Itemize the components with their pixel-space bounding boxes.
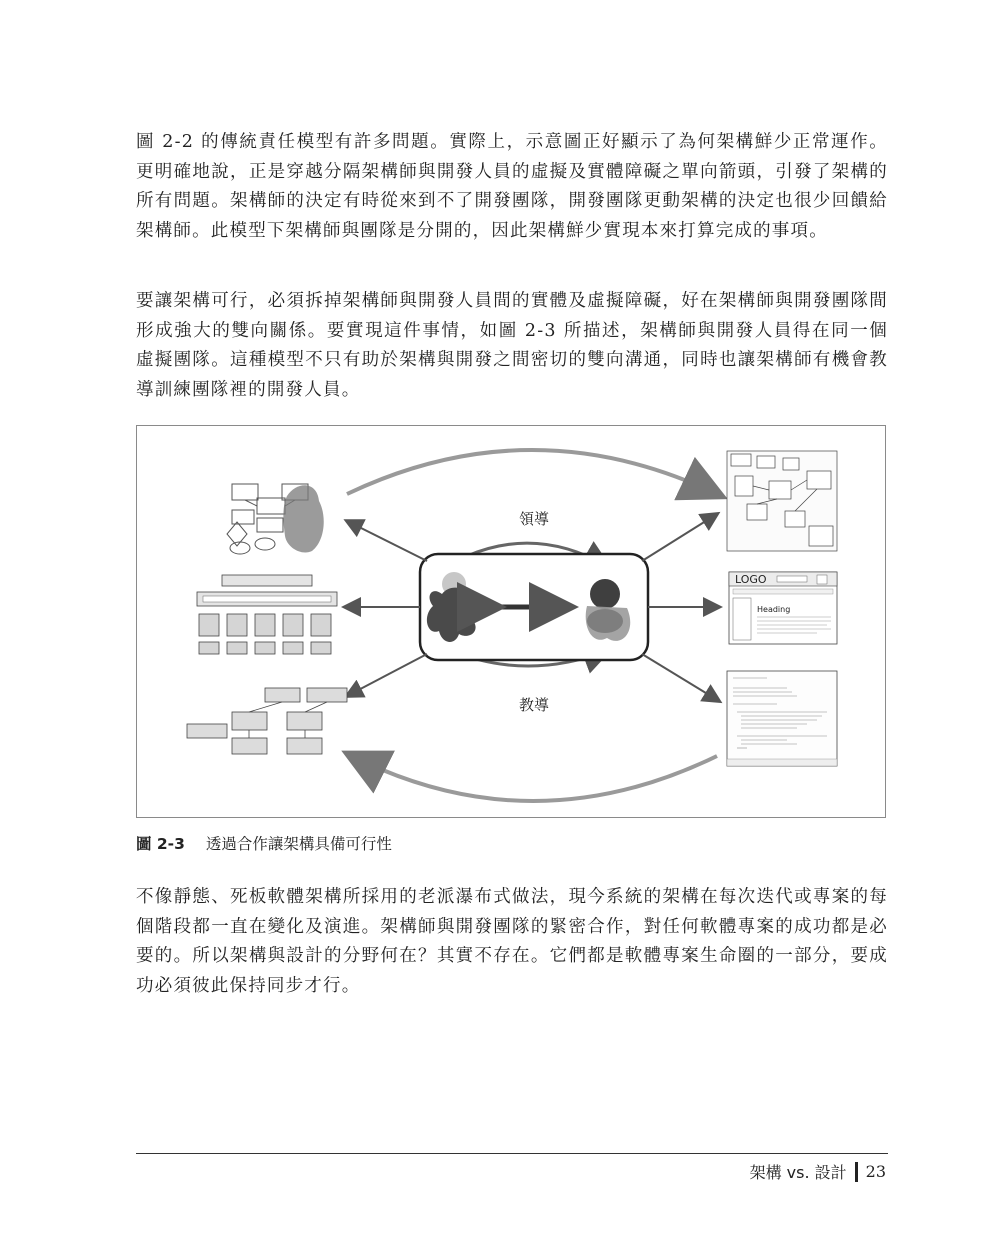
collaboration-diagram — [137, 426, 887, 819]
class-diagram — [187, 688, 347, 754]
running-title: 架構 vs. 設計 — [749, 1163, 847, 1182]
arrow-to-uml — [642, 514, 717, 561]
arrow-to-flowchart — [347, 521, 427, 561]
wireframe-mockup — [729, 572, 837, 644]
arrow-to-code — [642, 654, 719, 701]
page-footer — [750, 1160, 886, 1183]
figure-caption — [136, 832, 392, 854]
paragraph-2: 要讓架構可行，必須拆掉架構師與開發人員間的實體及虛擬障礙，好在架構師與開發團隊間形成強大的雙向關係。要實現這件事情，如圖 2-3 所描述，架構師與開發人員得在同一個虛擬團隊。這種模型不只有助於架構與開發之間密切的雙向溝通，同時也讓架構師有機會教導訓練團隊裡的開發人員。 — [136, 291, 888, 400]
uml-diagram — [727, 451, 837, 551]
caption-text: 透過合作讓架構具備可行性 — [205, 835, 392, 853]
wireframe-heading: Heading — [757, 605, 791, 614]
hand-sketch — [283, 485, 323, 552]
caption-number: 圖 2-3 — [136, 835, 185, 853]
lead-label: 領導 — [519, 510, 550, 528]
paragraph-3: 不像靜態、死板軟體架構所採用的老派瀑布式做法，現今系統的架構在每次迭代或專案的每個階段都一直在變化及演進。架構師與開發團隊的緊密合作，對任何軟體專案的成功都是必要的。所以架構與設計的分野何在？其實不存在。它們都是軟體專案生命圈的一部分，要成功必須彼此保持同步才行。 — [136, 887, 888, 996]
arrow-to-classes — [347, 654, 427, 696]
code-listing — [727, 671, 837, 766]
footer-separator — [855, 1162, 858, 1182]
layered-architecture — [197, 575, 337, 654]
top-curve-arrow — [347, 450, 717, 494]
wireframe-logo: LOGO — [735, 573, 767, 586]
bottom-curve-arrow — [352, 756, 717, 801]
figure-2-3 — [136, 425, 886, 818]
paragraph-1: 圖 2-2 的傳統責任模型有許多問題。實際上，示意圖正好顯示了為何架構鮮少正常運作。更明確地說，正是穿越分隔架構師與開發人員的虛擬及實體障礙之單向箭頭，引發了架構的所有問題。架構師的決定有時從來到不了開發團隊，開發團隊更動架構的決定也很少回饋給架構師。此模型下架構師與團隊是分開的，因此架構鮮少實現本來打算完成的事項。 — [136, 132, 888, 241]
page-number: 23 — [865, 1162, 886, 1181]
footer-rule — [136, 1153, 888, 1154]
mentor-label: 教導 — [519, 696, 550, 714]
